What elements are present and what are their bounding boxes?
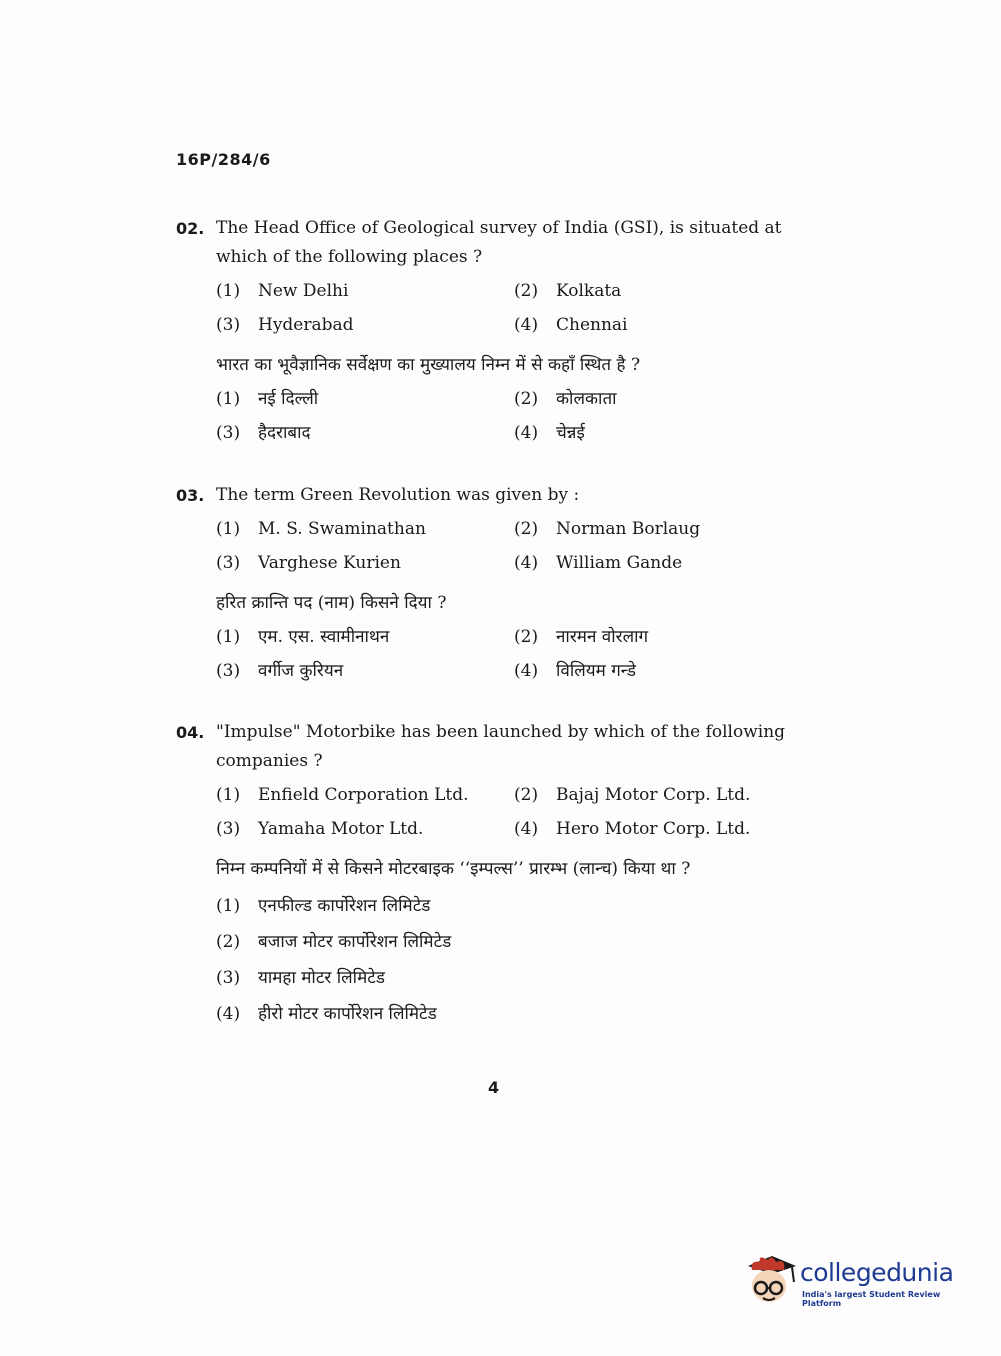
mascot-icon [742,1252,798,1312]
page-number: 4 [488,1078,500,1097]
option-2: (2) Norman Borlaug [514,519,701,539]
option-2: (2) Bajaj Motor Corp. Ltd. [514,785,751,805]
question-text-hi: निम्न कम्पनियों में से किसने मोटरबाइक ‘‘इम्पल्स’’ प्रारम्भ (लान्च) किया था ? [216,859,691,879]
brand-name: collegedunia [800,1258,954,1287]
option-2: (2) बजाज मोटर कार्पोरेशन लिमिटेड [216,932,452,952]
options-hi [216,622,806,686]
collegedunia-watermark [742,1252,972,1312]
option-1: (1) एम. एस. स्वामीनाथन [216,627,390,647]
option-1: (1) Enfield Corporation Ltd. [216,785,469,805]
question-02 [176,214,806,448]
option-4: (4) हीरो मोटर कार्पोरेशन लिमिटेड [216,1004,437,1024]
option-4: (4) Hero Motor Corp. Ltd. [514,819,751,839]
question-text-en: The term Green Revolution was given by : [216,485,580,505]
question-number: 03. [176,486,205,505]
option-3: (3) यामहा मोटर लिमिटेड [216,968,385,988]
option-2: (2) नारमन वोरलाग [514,627,649,647]
option-4: (4) William Gande [514,553,683,573]
option-4: (4) चेन्नई [514,423,585,443]
option-3: (3) Varghese Kurien [216,553,401,573]
option-3: (3) Yamaha Motor Ltd. [216,819,424,839]
option-1: (1) M. S. Swaminathan [216,519,426,539]
question-03 [176,481,806,686]
options-en [216,780,806,844]
option-4: (4) Chennai [514,315,628,335]
option-3: (3) वर्गीज कुरियन [216,661,344,681]
options-en [216,514,806,578]
question-text-hi: हरित क्रान्ति पद (नाम) किसने दिया ? [216,593,447,613]
question-text-en: The Head Office of Geological survey of India (GSI), is situated at which of the following places ? [216,218,782,267]
question-number: 04. [176,723,205,742]
option-1: (1) नई दिल्ली [216,389,319,409]
option-2: (2) कोलकाता [514,389,617,409]
option-4: (4) विलियम गन्डे [514,661,636,681]
paper-code: 16P/284/6 [176,150,271,169]
brand-tagline: India's largest Student Review Platform [802,1290,941,1308]
option-1: (1) एनफील्ड कार्पोरेशन लिमिटेड [216,896,431,916]
question-04 [176,718,806,1032]
options-hi [216,384,806,448]
question-text-hi: भारत का भूवैज्ञानिक सर्वेक्षण का मुख्यालय निम्न में से कहाँ स्थित है ? [216,355,641,375]
option-2: (2) Kolkata [514,281,622,301]
option-3: (3) Hyderabad [216,315,354,335]
question-number: 02. [176,219,205,238]
option-1: (1) New Delhi [216,281,349,301]
options-hi [216,888,806,1032]
question-text-en: "Impulse" Motorbike has been launched by which of the following companies ? [216,722,786,771]
options-en [216,276,806,340]
option-3: (3) हैदराबाद [216,423,311,443]
